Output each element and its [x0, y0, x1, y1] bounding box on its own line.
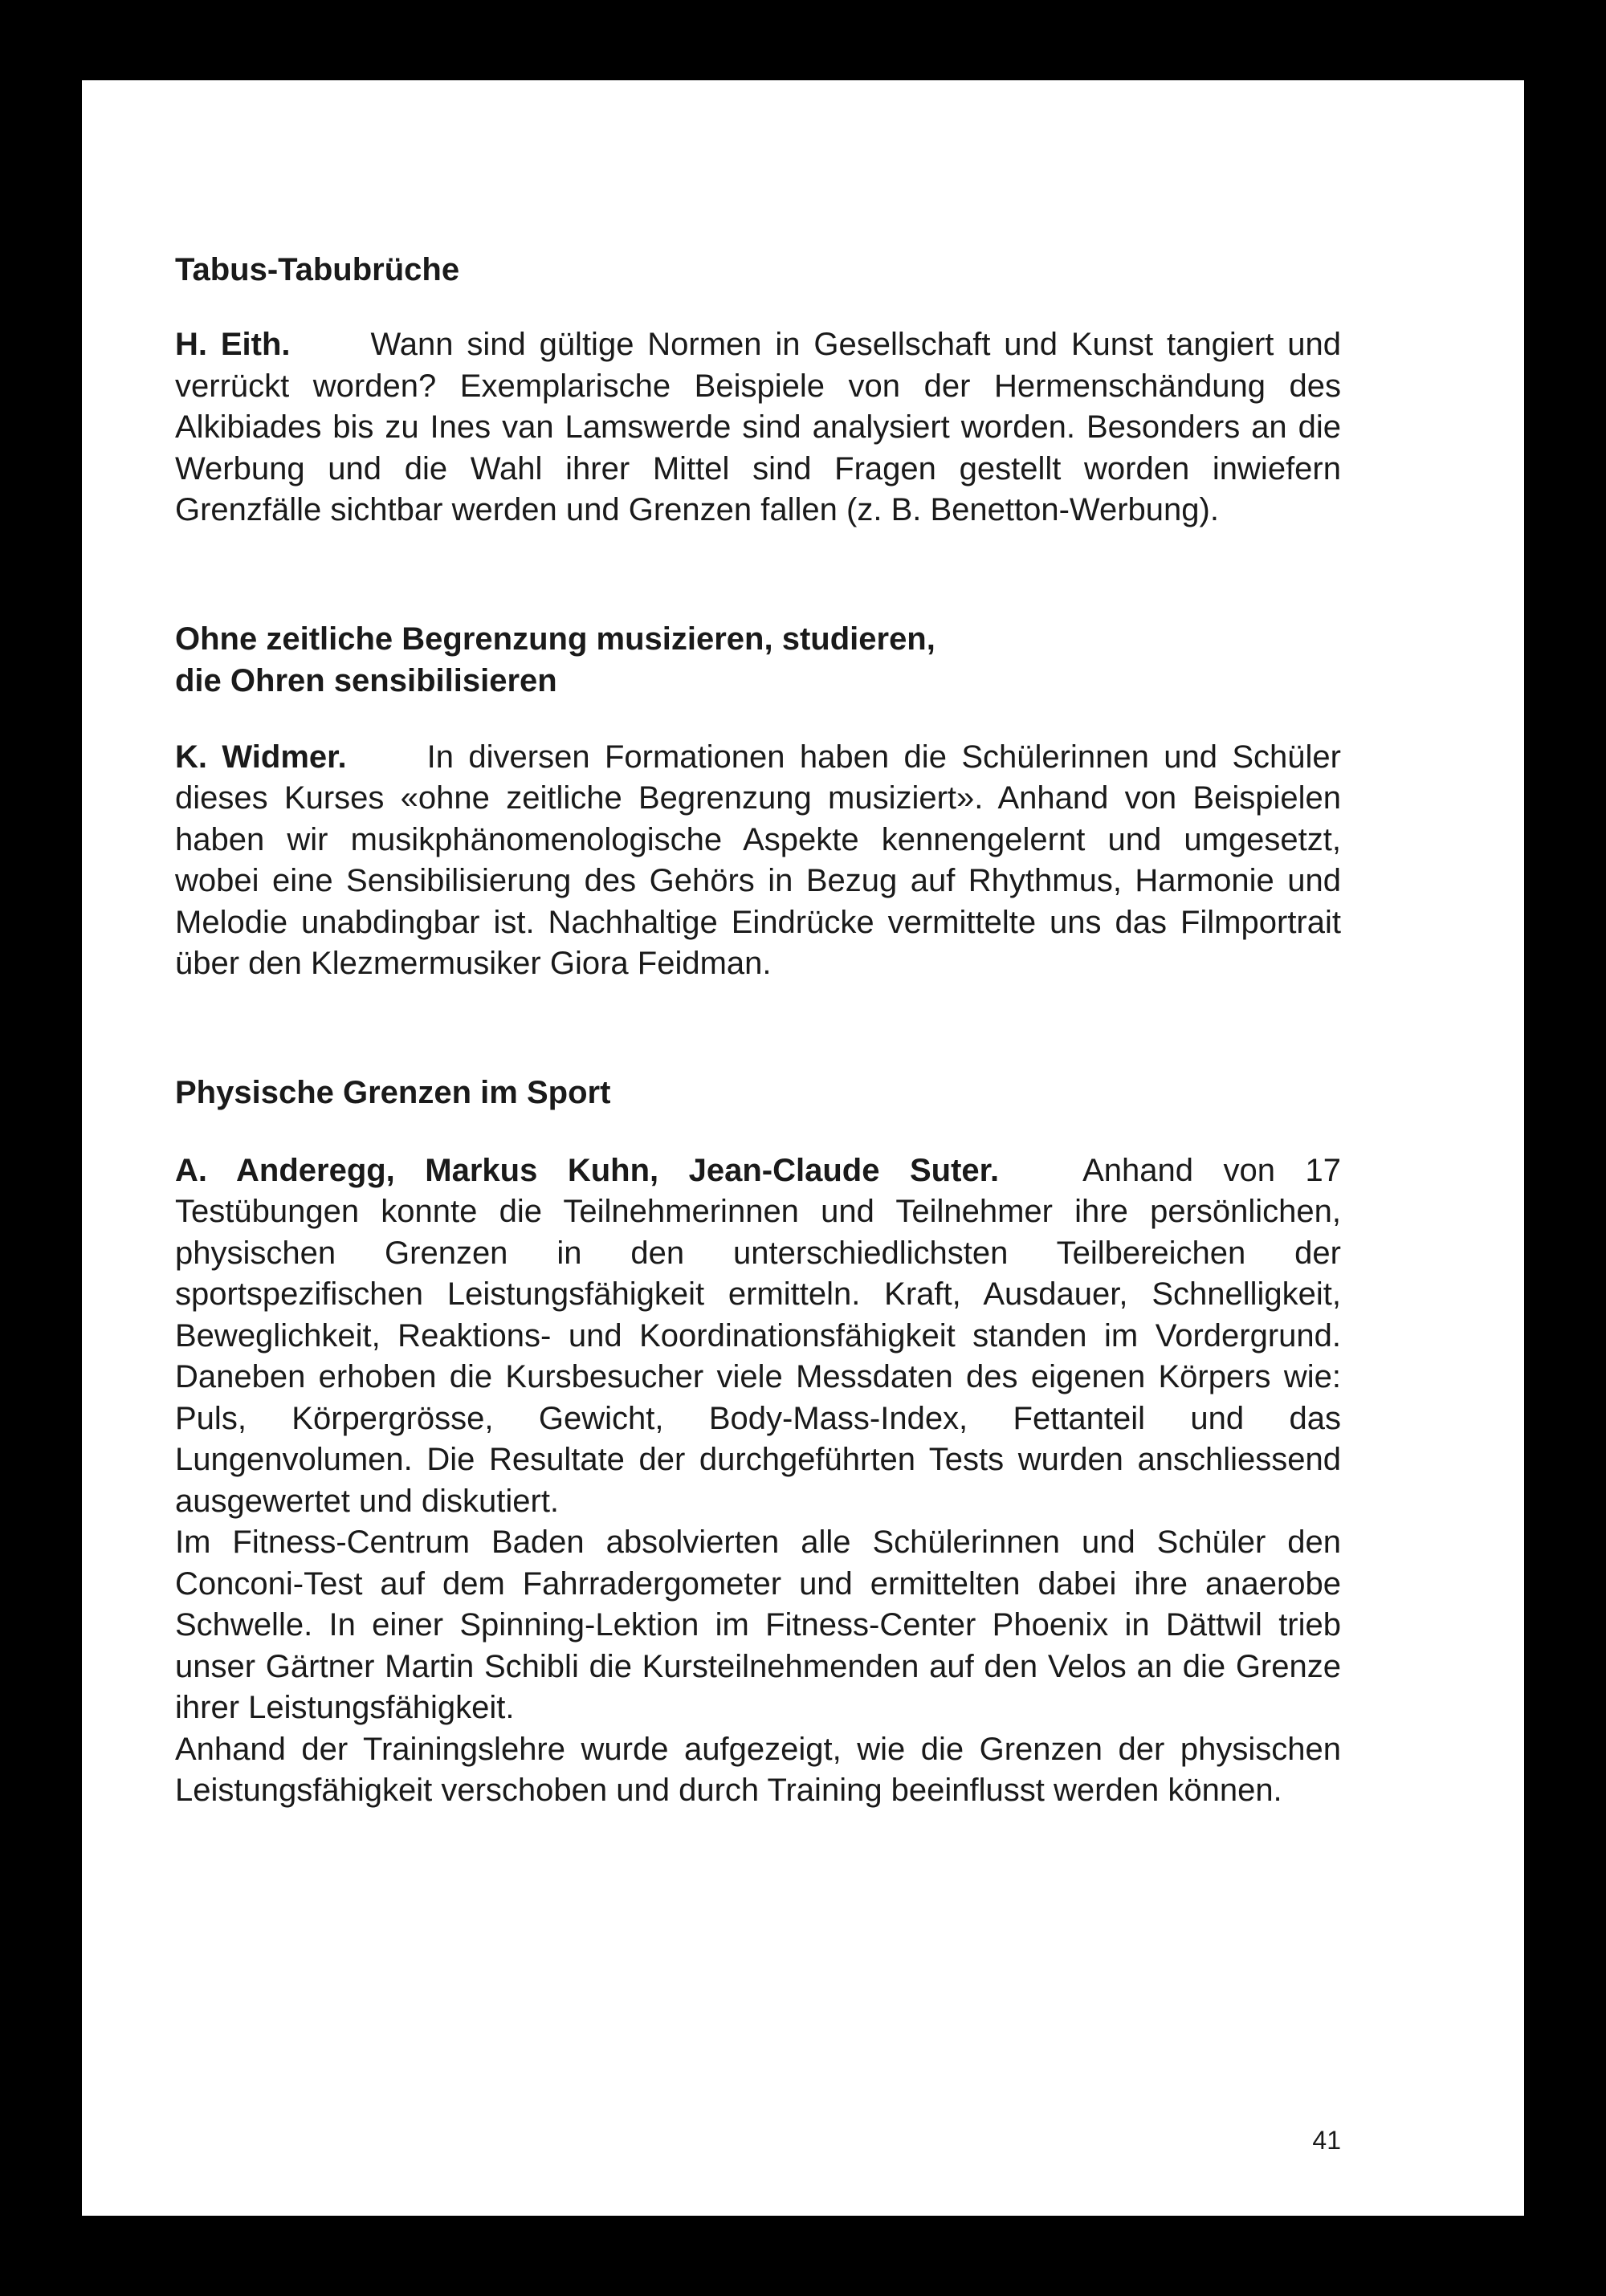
section-title-sport [175, 1072, 1341, 1113]
section-title-tabus [175, 249, 1341, 291]
document-page [82, 80, 1524, 2216]
section-body-musik [175, 737, 1341, 985]
section-body-paragraph: Im Fitness-Centrum Baden absolvierten alle Schülerinnen und Schüler den Conconi-Test auf dem Fahrradergometer und ermittelten dabei ihre anaerobe Schwelle. In einer Spinning-Lektion im Fitness-Center Phoenix in Dättwil trieb unser Gärtner Martin Schibli die Kursteilnehmenden auf den Velos an die Grenze ihrer Leistungsfähigkeit. [175, 1525, 1341, 1725]
section-title-line: die Ohren sensibilisieren [175, 662, 557, 698]
body-text: Wann sind gültige Normen in Gesellschaft und Kunst tangiert und verrückt worden? Exemplarische Beispiele von der Hermenschändung des Alkibiades bis zu Ines van Lamswerde sind analysiert worden. Besonders an die Werbung und die Wahl ihrer Mittel sind Fragen gestellt worden inwiefern Grenzfälle sichtbar werden und Grenzen fallen (z. B. Benetton-Werbung). [175, 327, 1341, 527]
section-body-paragraph: Anhand der Trainingslehre wurde aufgezeigt, wie die Grenzen der physischen Leistungsfähigkeit verschoben und durch Training beeinflusst werden können. [175, 1731, 1341, 1808]
section-title-line: Ohne zeitliche Begrenzung musizieren, studieren, [175, 621, 935, 657]
author-name: A. Anderegg, Markus Kuhn, Jean-Claude Suter. [175, 1152, 1000, 1188]
section-title-line: Physische Grenzen im Sport [175, 1074, 611, 1110]
section-title-line: Tabus-Tabubrüche [175, 252, 460, 287]
section-body-sport [175, 1150, 1341, 1523]
section-title-musik [175, 618, 1341, 702]
page-number: 41 [1312, 2126, 1341, 2155]
body-text: Anhand von 17 Testübungen konnte die Teilnehmerinnen und Teilnehmer ihre persönlichen, physischen Grenzen in den unterschiedlichsten Teilbereichen der sportspezifischen Leistungsfähigkeit ermitteln. Kraft, Ausdauer, Schnelligkeit, Beweglichkeit, Reaktions- und Koordinationsfähigkeit standen im Vordergrund. Daneben erhoben die Kursbesucher viele Messdaten des eigenen Körpers wie: Puls, Körpergrösse, Gewicht, Body-Mass-Index, Fettanteil und das Lungenvolumen. Die Resultate der durchgeführten Tests wurden anschliessend ausgewertet und diskutiert. [175, 1152, 1341, 1519]
page-content [175, 249, 1341, 1812]
author-name: H. Eith. [175, 327, 291, 362]
body-text: In diversen Formationen haben die Schülerinnen und Schüler dieses Kurses «ohne zeitliche Begrenzung musiziert». Anhand von Beispielen haben wir musikphänomenologische Aspekte kennengelernt und umgesetzt, wobei eine Sensibilisierung des Gehörs in Bezug auf Rhythmus, Harmonie und Melodie unabdingbar ist. Nachhaltige Eindrücke vermittelte uns das Filmportrait über den Klezmermusiker Giora Feidman. [175, 739, 1341, 981]
section-body-tabus [175, 324, 1341, 531]
author-name: K. Widmer. [175, 739, 347, 775]
